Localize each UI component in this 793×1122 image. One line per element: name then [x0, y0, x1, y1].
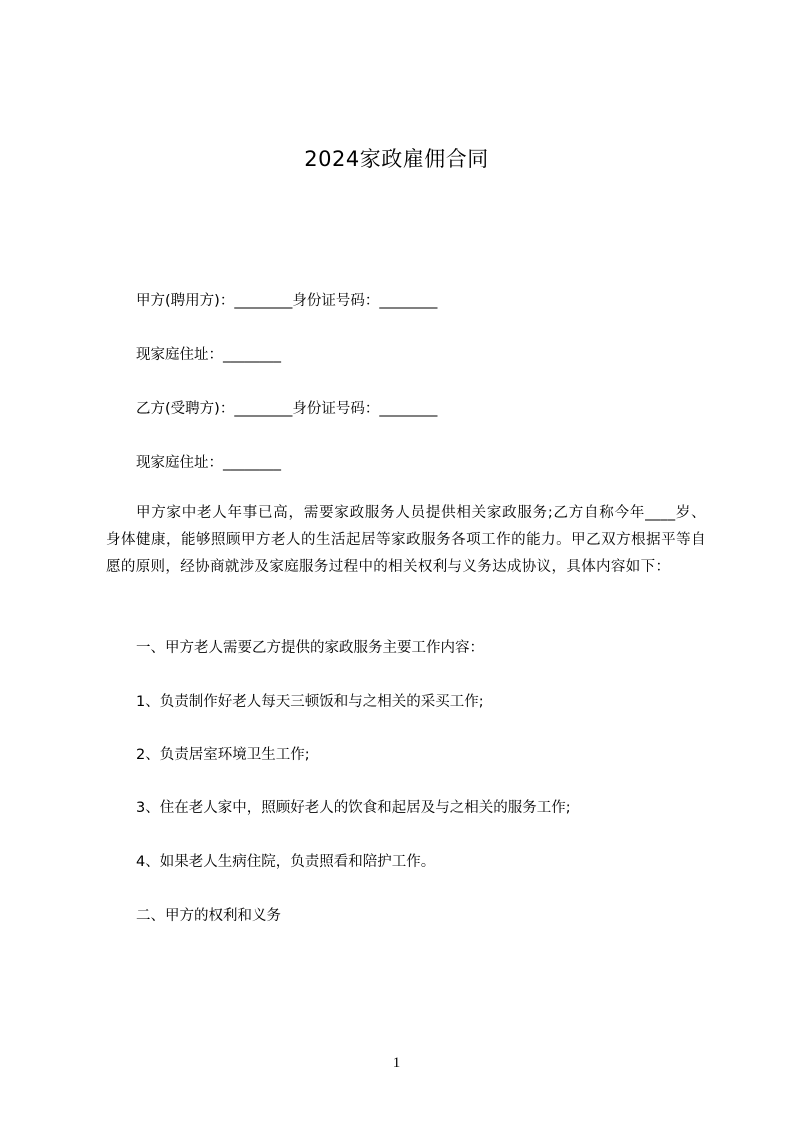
- section-1-heading: 一、甲方老人需要乙方提供的家政服务主要工作内容：: [136, 640, 484, 656]
- page-number: 1: [392, 1055, 401, 1071]
- list-item-4: 4、如果老人生病住院，负责照看和陪护工作。: [136, 854, 436, 870]
- list-item-3: 3、住在老人家中，照顾好老人的饮食和起居及与之相关的服务工作;: [136, 800, 571, 816]
- list-item-2: 2、负责居室环境卫生工作;: [136, 747, 310, 763]
- list-item-1: 1、负责制作好老人每天三顿饭和与之相关的采买工作;: [136, 694, 484, 710]
- party-a-address-line: 现家庭住址：________: [136, 347, 281, 363]
- intro-paragraph: 甲方家中老人年事已高，需要家政服务人员提供相关家政服务;乙方自称今年____岁、身体健康，能够照顾甲方老人的生活起居等家政服务各项工作的能力。甲乙双方根据平等自愿的原则，经协商就涉及家庭服务过程中的相关权利与义务达成协议，具体内容如下：: [106, 505, 706, 575]
- party-a-line: 甲方(聘用方)：________身份证号码：________: [136, 293, 438, 309]
- section-2-heading: 二、甲方的权利和义务: [136, 908, 281, 924]
- document-title: 2024家政雇佣合同: [304, 147, 489, 171]
- party-b-line: 乙方(受聘方)：________身份证号码：________: [136, 401, 438, 417]
- party-b-address-line: 现家庭住址：________: [136, 455, 281, 471]
